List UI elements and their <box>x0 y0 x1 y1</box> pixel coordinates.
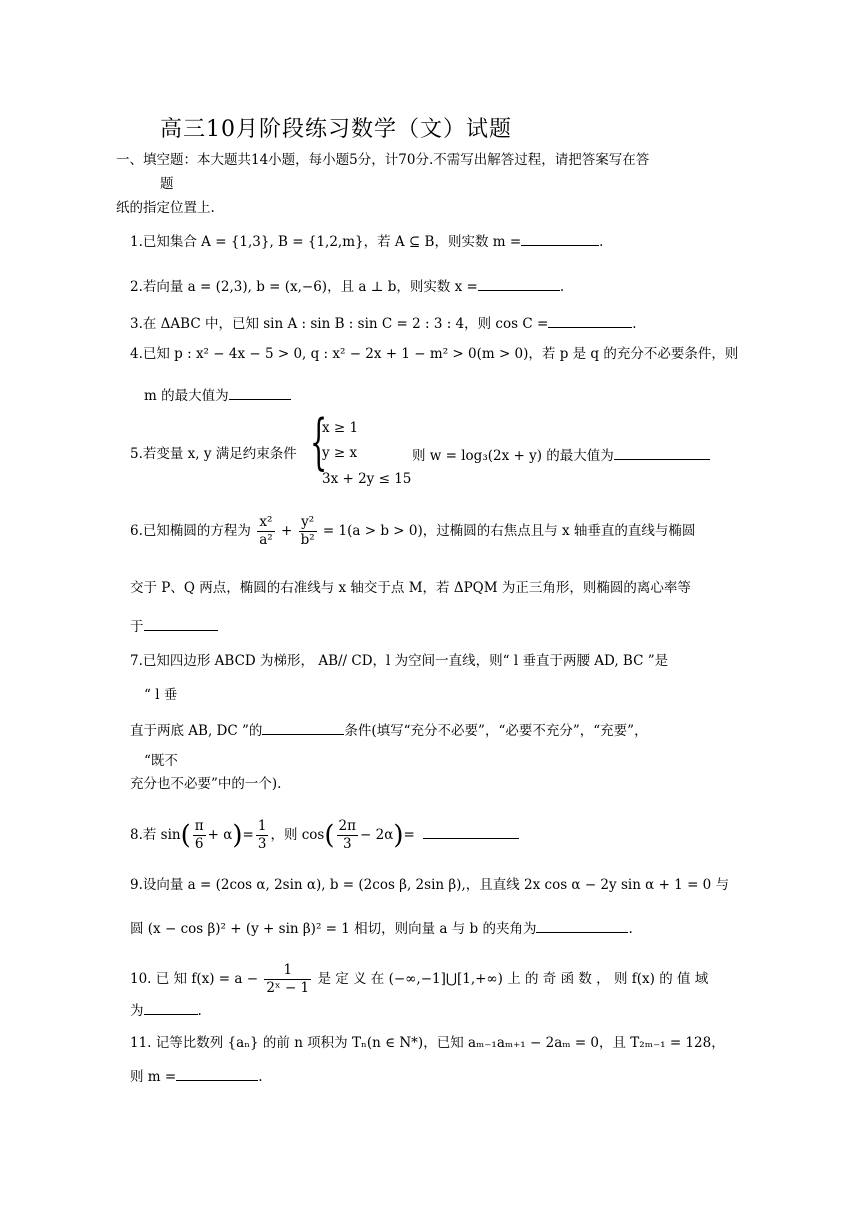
question-10-line-2: 为 . <box>130 1000 202 1020</box>
constraint-1: x ≥ 1 <box>322 420 359 436</box>
fraction-denominator: a² <box>259 532 273 548</box>
constraint-brace: { <box>310 407 328 477</box>
question-6-line-3 <box>130 616 218 636</box>
section-instruction-line-3: 纸的指定位置上. <box>116 200 215 216</box>
question-7-line-4: “既不 <box>144 753 178 769</box>
answer-blank-5[interactable] <box>614 445 710 460</box>
answer-blank-8[interactable] <box>423 824 519 839</box>
fraction-2pi-3 <box>337 818 358 853</box>
question-3-text: 3.在 ΔABC 中，已知 sin A : sin B : sin C = 2 : 3 : 4，则 cos C = <box>130 316 549 332</box>
fraction-pi-6 <box>193 818 206 853</box>
fraction-denominator: 3 <box>342 836 352 852</box>
right-paren: ) <box>393 820 404 851</box>
question-6-line-1 <box>130 514 695 549</box>
fraction-numerator: 1 <box>257 818 267 834</box>
constraint-2: y ≥ x <box>322 445 358 461</box>
question-10-prefix: 10. 已 知 f(x) = a − <box>130 971 259 987</box>
question-8-tail: = <box>403 827 415 843</box>
section-instruction-line-2: 题 <box>160 176 174 192</box>
answer-blank-2[interactable] <box>478 276 560 291</box>
question-7-text-b: 条件(填写“充分不必要”，“必要不充分”，“充要”， <box>344 723 648 739</box>
answer-blank-4[interactable] <box>229 385 291 400</box>
question-4-line-1: 4.已知 p : x² − 4x − 5 > 0, q : x² − 2x + 1 − m² > 0(m > 0)，若 p 是 q 的充分不必要条件，则 <box>130 346 739 362</box>
question-11-line-1: 11. 记等比数列 {aₙ} 的前 n 项积为 Tₙ(n ∈ N*)，已知 aₘ₋₁aₘ₊₁ − 2aₘ = 0，且 T₂ₘ₋₁ = 128， <box>130 1035 725 1051</box>
left-paren: ( <box>180 820 191 851</box>
question-2: 2.若向量 a = (2,3), b = (x,−6)，且 a ⊥ b，则实数 x = . <box>130 276 564 296</box>
plus-alpha: + α <box>207 827 233 843</box>
question-7-line-2: “ l 垂 <box>144 687 178 703</box>
question-3: 3.在 ΔABC 中，已知 sin A : sin B : sin C = 2 : 3 : 4，则 cos C = . <box>130 313 637 333</box>
fraction-numerator: x² <box>257 514 274 532</box>
question-1-text: 1.已知集合 A = {1,3}, B = {1,2,m}，若 A ⊆ B，则实数 m = <box>130 234 522 250</box>
answer-blank-7[interactable] <box>262 720 344 735</box>
question-8-mid: ，则 cos <box>270 827 325 843</box>
question-10-text: 为 <box>130 1003 144 1019</box>
question-11-text: 则 m = <box>130 1069 177 1085</box>
answer-blank-6[interactable] <box>144 616 218 631</box>
question-11-line-2: 则 m = . <box>130 1066 263 1086</box>
question-6-text: 于 <box>130 619 144 635</box>
fraction-x2-a2 <box>257 514 274 549</box>
fraction-denominator: 2ˣ − 1 <box>266 980 310 996</box>
section-instruction-line-1: 一、填空题：本大题共14小题，每小题5分，计70分.不需写出解答过程，请把答案写在答 <box>116 152 650 168</box>
question-9-line-2: 圆 (x − cos β)² + (y + sin β)² = 1 相切，则向量 a 与 b 的夹角为 . <box>130 918 633 938</box>
question-6-prefix: 6.已知椭圆的方程为 <box>130 523 251 539</box>
question-8 <box>130 818 519 853</box>
minus-two-alpha: − 2α <box>360 827 394 843</box>
plus-sign: + <box>280 523 293 539</box>
question-8-prefix: 8.若 sin <box>130 827 181 843</box>
fraction-numerator: y² <box>299 514 317 532</box>
fraction-numerator: 1 <box>264 962 311 980</box>
question-5-text: 则 w = log₃(2x + y) 的最大值为 <box>412 448 614 464</box>
answer-blank-11[interactable] <box>176 1066 258 1081</box>
question-7-line-5: 充分也不必要”中的一个). <box>130 776 282 792</box>
fraction-denominator: b² <box>300 532 315 548</box>
answer-blank-10[interactable] <box>144 1000 198 1015</box>
equals-sign: = <box>242 827 254 843</box>
fraction-denominator: 6 <box>194 836 204 852</box>
question-10-rest: 是 定 义 在 (−∞,−1]⋃[1,+∞) 上 的 奇 函 数 ， 则 f(x) 的 值 域 <box>317 971 709 987</box>
question-7-line-1: 7.已知四边形 ABCD 为梯形， AB// CD，l 为空间一直线，则“ l 垂直于两腰 AD, BC ”是 <box>130 653 669 669</box>
left-paren: ( <box>324 820 335 851</box>
question-4-line-2 <box>144 385 291 405</box>
question-6-line-2: 交于 P、Q 两点，椭圆的右准线与 x 轴交于点 M，若 ΔPQM 为正三角形，则椭圆的离心率等 <box>130 580 691 596</box>
answer-blank-9[interactable] <box>536 918 628 933</box>
question-5-prefix: 5.若变量 x, y 满足约束条件 <box>130 446 297 462</box>
fraction-denominator: 3 <box>257 836 267 852</box>
question-9-text: 圆 (x − cos β)² + (y + sin β)² = 1 相切，则向量 a 与 b 的夹角为 <box>130 921 537 937</box>
constraint-3: 3x + 2y ≤ 15 <box>322 471 412 487</box>
fraction-1-over-2x-minus-1 <box>264 962 311 997</box>
fraction-numerator: π <box>194 818 204 834</box>
question-10-line-1 <box>130 962 708 997</box>
question-2-text: 2.若向量 a = (2,3), b = (x,−6)，且 a ⊥ b，则实数 x = <box>130 279 478 295</box>
question-5-suffix <box>412 445 710 465</box>
question-7-text-a: 直于两底 AB, DC ”的 <box>130 723 263 739</box>
page-title: 高三10月阶段练习数学（文）试题 <box>160 117 512 142</box>
question-4-text: m 的最大值为 <box>144 388 229 404</box>
question-7-line-3 <box>130 720 648 740</box>
question-1: 1.已知集合 A = {1,3}, B = {1,2,m}，若 A ⊆ B，则实数 m = . <box>130 231 603 251</box>
fraction-y2-b2 <box>299 514 317 549</box>
answer-blank-3[interactable] <box>548 313 632 328</box>
question-6-rest: = 1(a > b > 0)，过椭圆的右焦点且与 x 轴垂直的直线与椭圆 <box>322 523 696 539</box>
fraction-numerator: 2π <box>338 818 356 834</box>
answer-blank-1[interactable] <box>521 231 599 246</box>
question-9-line-1: 9.设向量 a = (2cos α, 2sin α), b = (2cos β, 2sin β),，且直线 2x cos α − 2y sin α + 1 = 0 与 <box>130 877 730 893</box>
right-paren: ) <box>232 820 243 851</box>
fraction-1-3 <box>256 818 269 853</box>
